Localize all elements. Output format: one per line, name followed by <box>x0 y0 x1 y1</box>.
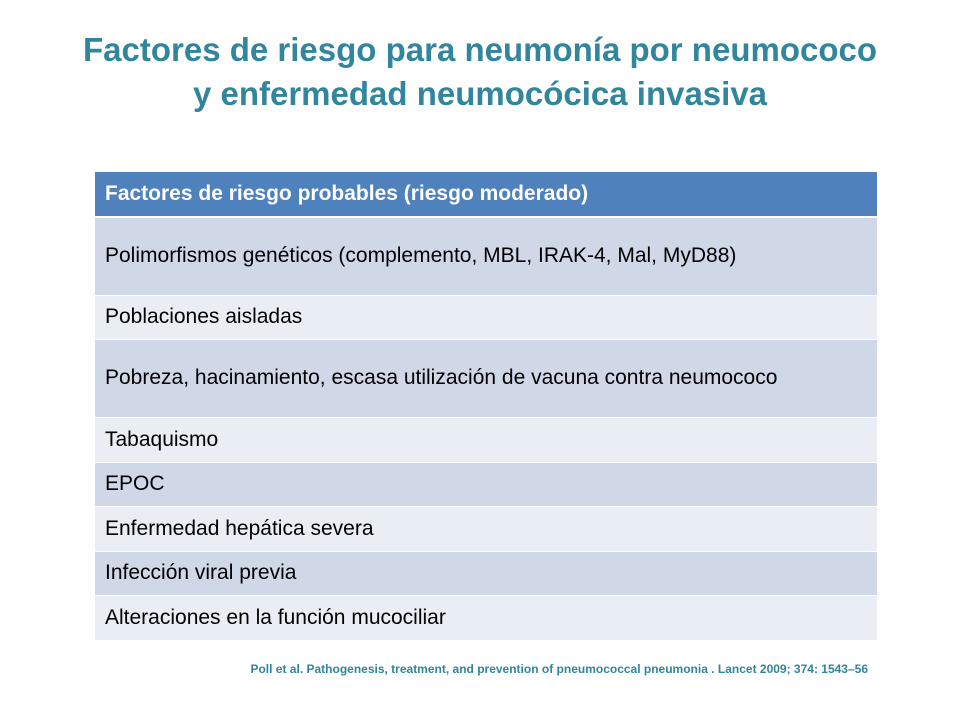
table-header-row <box>95 172 877 217</box>
table-row <box>95 339 877 417</box>
table-cell: Infección viral previa <box>95 551 877 595</box>
table-row <box>95 462 877 506</box>
table-row <box>95 506 877 551</box>
table-cell: Alteraciones en la función mucociliar <box>95 595 877 640</box>
risk-factors-table <box>95 172 877 641</box>
table-cell: Poblaciones aisladas <box>95 295 877 339</box>
table-row <box>95 551 877 595</box>
table-row <box>95 295 877 339</box>
table-row <box>95 417 877 462</box>
table-cell: EPOC <box>95 462 877 506</box>
table-row <box>95 595 877 640</box>
slide-title: Factores de riesgo para neumonía por neumococo y enfermedad neumocócica invasiva <box>82 31 877 112</box>
table-cell: Pobreza, hacinamiento, escasa utilización de vacuna contra neumococo <box>95 339 877 417</box>
table-cell: Tabaquismo <box>95 417 877 462</box>
table-row <box>95 217 877 295</box>
table-header: Factores de riesgo probables (riesgo moderado) <box>95 172 877 217</box>
table-cell: Enfermedad hepática severa <box>95 506 877 551</box>
table-cell: Polimorfismos genéticos (complemento, MBL, IRAK-4, Mal, MyD88) <box>95 217 877 295</box>
citation: Poll et al. Pathogenesis, treatment, and prevention of pneumococcal pneumonia . Lancet 2009; 374: 1543–56 <box>250 662 868 676</box>
